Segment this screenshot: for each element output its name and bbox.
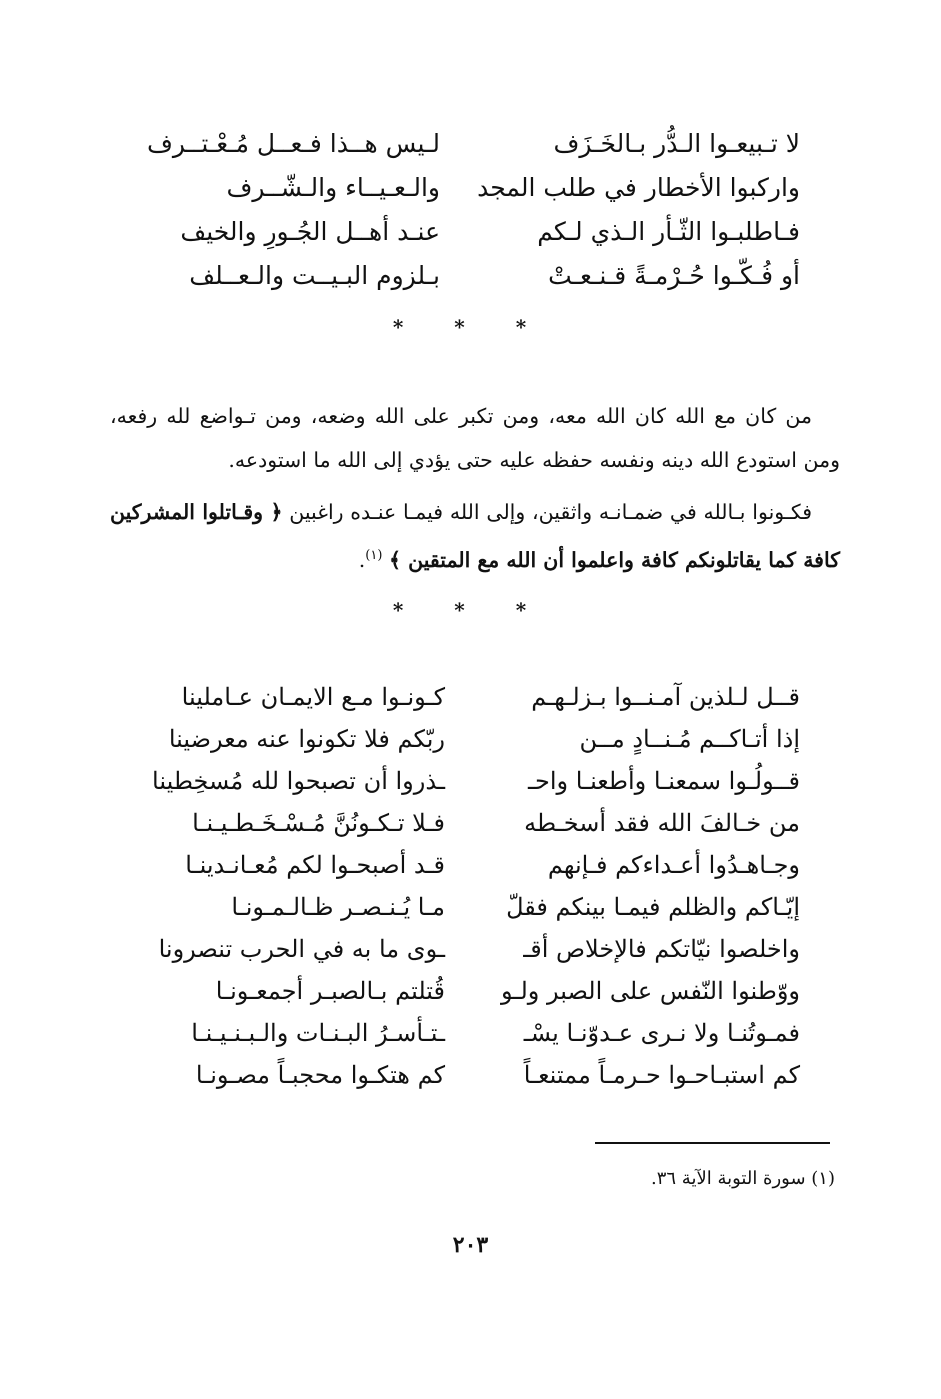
verse-first-hemistich: وجـاهـدُوا أعـداءكم فـإنهم xyxy=(547,851,800,879)
verse-first-hemistich: قــل لـلذين آمـنــوا بـزلـهـم xyxy=(531,683,800,711)
page-number: ٢٠٣ xyxy=(452,1232,489,1258)
verse-second-hemistich: ربّكم فلا تكونوا عنه معرضينا xyxy=(168,725,445,753)
poem-2-verse-10 xyxy=(110,1054,800,1096)
footnote-divider xyxy=(595,1142,830,1144)
quran-verse: ﴿ وقـاتلوا المشركين كافة كما يقاتلونكم كافة واعلموا أن الله مع المتقين ﴾ xyxy=(110,500,840,572)
verse-second-hemistich: بـلزوم البـيــت والـعــلف xyxy=(189,261,440,290)
footnote: (١) سورة التوبة الآية ٣٦. xyxy=(651,1168,835,1189)
poem-2-verse-8 xyxy=(110,970,800,1012)
verse-first-hemistich: لا تـبيعـوا الـدُّر بـالخَـزَف xyxy=(553,129,800,158)
poem-2-verse-9 xyxy=(110,1012,800,1054)
verse-first-hemistich: إيّـاكم والظلم فيمـا بينكم فقلّ xyxy=(506,893,800,921)
verse-second-hemistich: فـلا تـكـونُنَّ مُـسْـخَـطـيـنـا xyxy=(192,809,445,837)
verse-second-hemistich: كـونـوا مـع الايمـان عـاملينا xyxy=(181,683,445,711)
section-separator-2: * * * xyxy=(392,598,549,622)
sentence-end: . xyxy=(358,547,366,572)
verse-first-hemistich: واخلصوا نيّاتكم فالإخلاص أقـ xyxy=(523,935,800,963)
verse-first-hemistich: إذا أتـاكــم مُـنــادٍ مــن xyxy=(579,725,800,753)
verse-second-hemistich: عنـد أهــل الجُـورِ والخيف xyxy=(180,217,440,246)
verse-first-hemistich: قــولُـوا سمعنـا وأطعنـا واحـ xyxy=(527,767,800,795)
poem-2-verse-6 xyxy=(110,886,800,928)
poem-1 xyxy=(110,122,800,298)
poem-2-verse-5 xyxy=(110,844,800,886)
verse-second-hemistich: والـعـيــاء والـشّــرف xyxy=(226,173,440,202)
verse-first-hemistich: فـاطلبـوا الثّـأر الـذي لـكم xyxy=(537,217,800,246)
prose-paragraph-2-intro: فكـونوا بـالله في ضمـانـه واثقين، وإلى الله فيمـا عنـده راغبين xyxy=(289,500,812,524)
poem-1-verse-1 xyxy=(110,122,800,166)
prose-paragraph-2 xyxy=(110,490,840,582)
prose-block xyxy=(110,394,840,582)
poem-2-verse-7 xyxy=(110,928,800,970)
poem-1-verse-3 xyxy=(110,210,800,254)
poem-2-verse-4 xyxy=(110,802,800,844)
verse-first-hemistich: فمـوتُنـا ولا نـرى عـدوّنـا يسْـ xyxy=(523,1019,800,1047)
poem-2 xyxy=(110,676,800,1096)
poem-1-verse-2 xyxy=(110,166,800,210)
verse-second-hemistich: لـيس هــذا فـعــل مُـعْـتــرف xyxy=(146,129,440,158)
section-separator-1: * * * xyxy=(392,315,549,339)
verse-second-hemistich: ـذروا أن تصبحوا لله مُسخِطينا xyxy=(152,767,445,795)
verse-first-hemistich: كم استبـاحـوا حـرمـاً ممتنعـاً xyxy=(523,1061,800,1089)
verse-first-hemistich: واركبوا الأخطار في طلب المجد xyxy=(477,173,800,202)
footnote-reference: (١) xyxy=(365,548,383,563)
verse-second-hemistich: ـتـأسـرُ البـنـات والـبـنـيـنـا xyxy=(191,1019,445,1047)
verse-first-hemistich: ووّطنوا النّفس على الصبر ولـو xyxy=(501,977,800,1005)
verse-first-hemistich: أو فُـكّـوا حُـرْمـةً قـنـعـتْ xyxy=(548,261,800,290)
verse-second-hemistich: ـوى ما به في الحرب تنصرونا xyxy=(158,935,445,963)
verse-second-hemistich: قـد أصبحـوا لكم مُعـانـدينـا xyxy=(185,851,445,879)
poem-2-verse-2 xyxy=(110,718,800,760)
verse-second-hemistich: مـا يُـنـصـر ظـالـمـونـا xyxy=(231,893,445,921)
verse-second-hemistich: كم هتكـوا محجبـاً مصـونـا xyxy=(195,1061,445,1089)
poem-2-verse-1 xyxy=(110,676,800,718)
poem-1-verse-4 xyxy=(110,254,800,298)
poem-2-verse-3 xyxy=(110,760,800,802)
verse-first-hemistich: من خـالفَ الله فقد أسخـطه xyxy=(524,809,800,837)
verse-second-hemistich: قُتلتم بـالصبـر أجمعـونـا xyxy=(215,977,445,1005)
prose-paragraph-1: من كان مع الله كان الله معه، ومن تكبر على الله وضعه، ومن تـواضع لله رفعه، ومن استودع الله دينه ونفسه حفظه عليه حتى يؤدي إلى الله ما استودعه. xyxy=(110,404,840,472)
